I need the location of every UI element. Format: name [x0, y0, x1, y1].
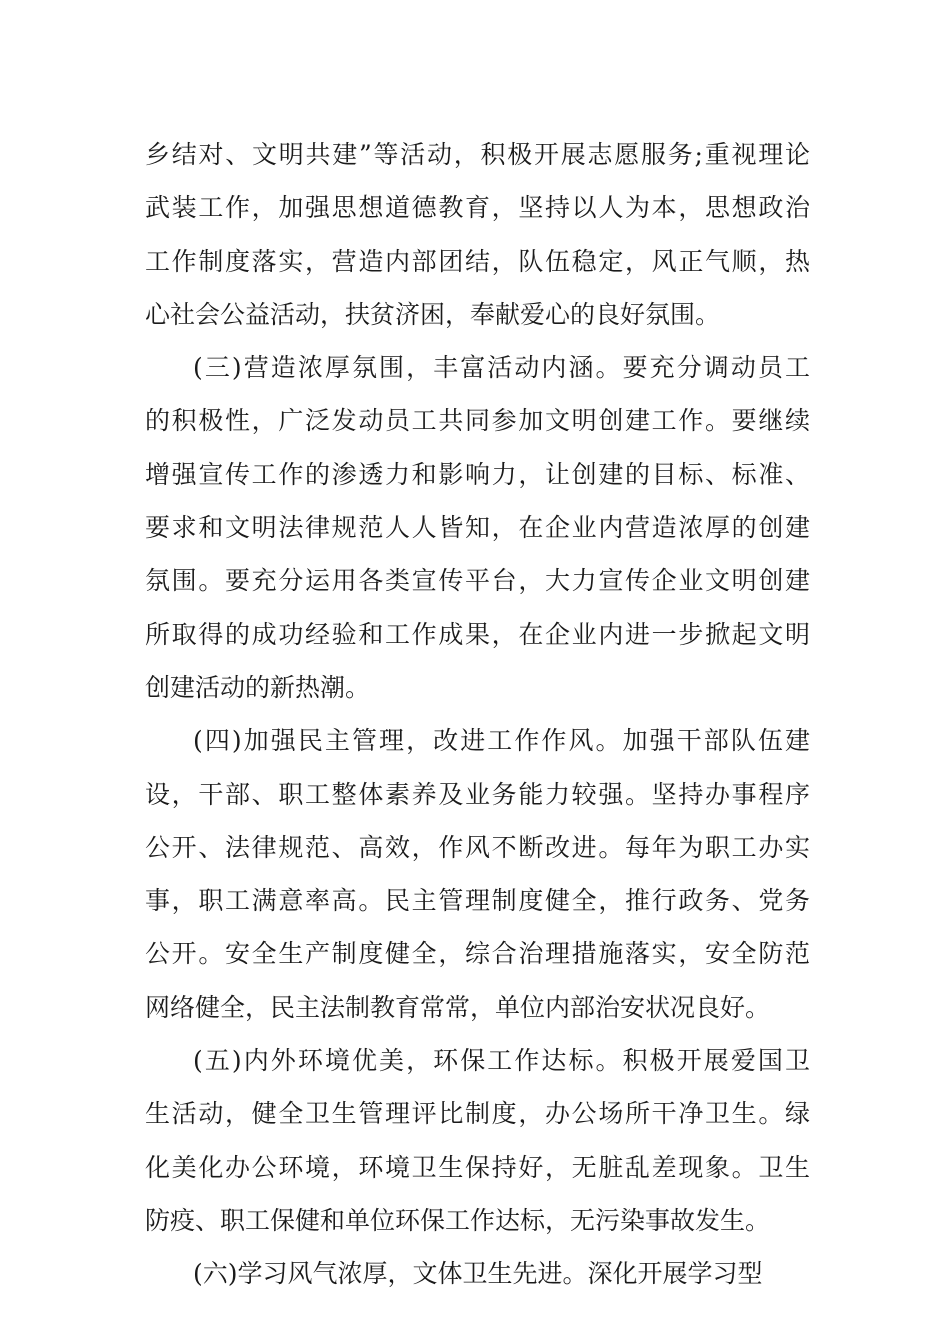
text-line: 设，干部、职工整体素养及业务能力较强。坚持办事程序 [145, 779, 810, 809]
text-line: 网络健全，民主法制教育常常，单位内部治安状况良好。 [145, 992, 771, 1022]
paragraph-heading-line: (四)加强民主管理，改进工作作风。加强干部队伍建 [193, 726, 810, 756]
text-line: 武装工作，加强思想道德教育，坚持以人为本，思想政治 [145, 193, 810, 223]
text-line: 的积极性，广泛发动员工共同参加文明创建工作。要继续 [145, 406, 810, 436]
paragraph-heading-line: (五)内外环境优美，环保工作达标。积极开展爱国卫 [193, 1046, 810, 1076]
text-line: 增强宣传工作的渗透力和影响力，让创建的目标、标准、 [145, 459, 810, 489]
text-line: 氛围。要充分运用各类宣传平台，大力宣传企业文明创建 [145, 566, 810, 596]
text-line: 公开、法律规范、高效，作风不断改进。每年为职工办实 [145, 832, 810, 862]
paragraph-heading-line: (三)营造浓厚氛围，丰富活动内涵。要充分调动员工 [193, 353, 810, 383]
text-line: 工作制度落实，营造内部团结，队伍稳定，风正气顺，热 [145, 246, 810, 276]
text-line: 心社会公益活动，扶贫济困，奉献爱心的良好氛围。 [145, 299, 721, 329]
text-line: 化美化办公环境，环境卫生保持好，无脏乱差现象。卫生 [145, 1152, 810, 1182]
text-line: 生活动，健全卫生管理评比制度，办公场所干净卫生。绿 [145, 1099, 810, 1129]
paragraph-heading-line: (六)学习风气浓厚，文体卫生先进。深化开展学习型 [193, 1259, 763, 1289]
text-line: 要求和文明法律规范人人皆知，在企业内营造浓厚的创建 [145, 513, 810, 543]
text-line: 事，职工满意率高。民主管理制度健全，推行政务、党务 [145, 886, 810, 916]
text-line: 乡结对、文明共建”等活动，积极开展志愿服务;重视理论 [145, 140, 810, 169]
text-line: 所取得的成功经验和工作成果，在企业内进一步掀起文明 [145, 619, 810, 649]
text-line: 公开。安全生产制度健全，综合治理措施落实，安全防范 [145, 939, 810, 969]
text-line: 防疫、职工保健和单位环保工作达标，无污染事故发生。 [145, 1205, 771, 1235]
document-body [145, 128, 810, 1301]
text-line: 创建活动的新热潮。 [145, 672, 371, 702]
